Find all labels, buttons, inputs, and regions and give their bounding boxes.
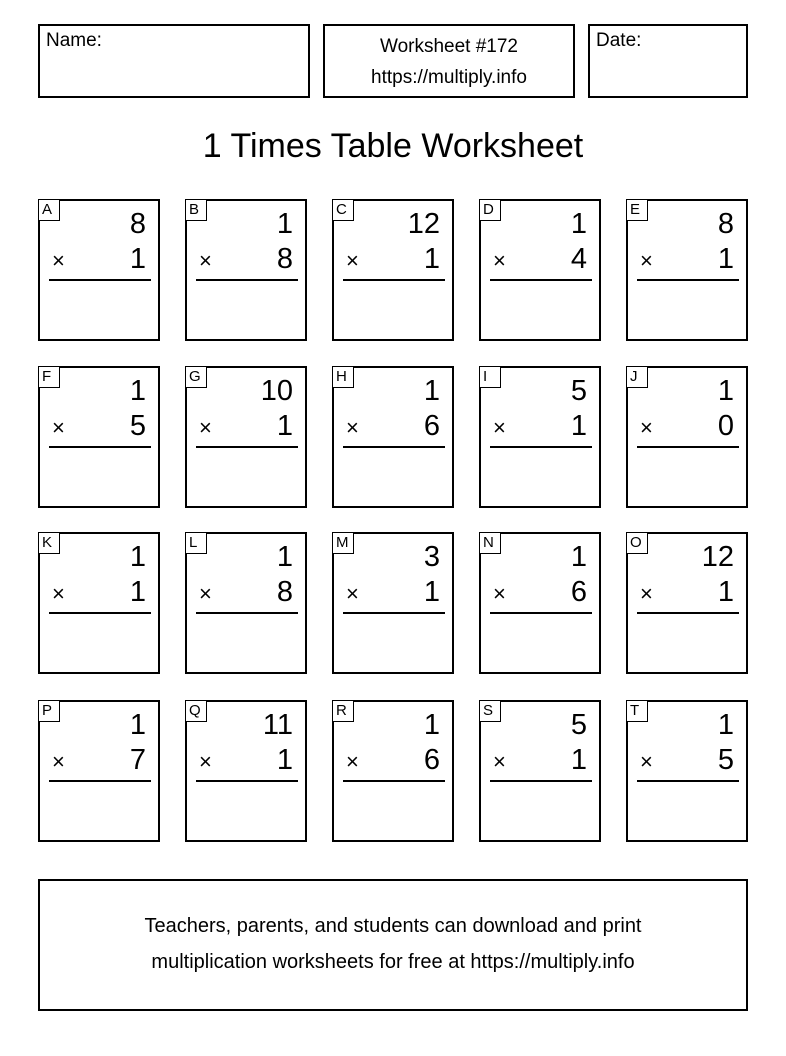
problem-card — [185, 366, 307, 508]
problem-card — [38, 199, 160, 341]
problem-label: C — [332, 199, 354, 221]
multiplier: 5 — [129, 410, 146, 442]
times-icon: × — [346, 581, 359, 606]
multiplicand: 1 — [129, 375, 146, 407]
problem-card — [479, 532, 601, 674]
problem-label: E — [626, 199, 648, 221]
answer-line — [637, 279, 739, 281]
problem-label: J — [626, 366, 648, 388]
times-icon: × — [493, 248, 506, 273]
answer-line — [343, 780, 445, 782]
problem-label: K — [38, 532, 60, 554]
worksheet-number: Worksheet #172 — [379, 36, 518, 57]
multiplier: 1 — [129, 243, 146, 275]
times-icon: × — [493, 415, 506, 440]
times-icon: × — [52, 415, 65, 440]
answer-line — [49, 279, 151, 281]
multiplicand: 1 — [423, 375, 440, 407]
problem-label: A — [38, 199, 60, 221]
answer-line — [637, 612, 739, 614]
footer-box — [38, 879, 748, 1011]
problem-label: Q — [185, 700, 207, 722]
multiplier: 6 — [423, 744, 440, 776]
problem-label: F — [38, 366, 60, 388]
problem-card — [626, 199, 748, 341]
problem-label: D — [479, 199, 501, 221]
times-icon: × — [493, 581, 506, 606]
multiplicand: 1 — [276, 208, 293, 240]
answer-line — [49, 780, 151, 782]
problem-card — [185, 700, 307, 842]
answer-line — [490, 446, 592, 448]
multiplicand: 5 — [570, 709, 587, 741]
multiplier: 4 — [570, 243, 587, 275]
times-icon: × — [346, 749, 359, 774]
answer-line — [196, 279, 298, 281]
multiplicand: 5 — [570, 375, 587, 407]
multiplicand: 1 — [423, 709, 440, 741]
times-icon: × — [640, 415, 653, 440]
multiplicand: 1 — [129, 709, 146, 741]
multiplier: 6 — [423, 410, 440, 442]
problem-card — [185, 532, 307, 674]
multiplicand: 1 — [570, 208, 587, 240]
problem-card — [479, 199, 601, 341]
multiplier: 1 — [276, 410, 293, 442]
date-label: Date: — [596, 30, 642, 51]
times-icon: × — [493, 749, 506, 774]
multiplier: 7 — [129, 744, 146, 776]
times-icon: × — [346, 248, 359, 273]
multiplier: 1 — [570, 744, 587, 776]
times-icon: × — [199, 248, 212, 273]
times-icon: × — [52, 248, 65, 273]
answer-line — [343, 612, 445, 614]
problem-label: B — [185, 199, 207, 221]
multiplier: 1 — [570, 410, 587, 442]
answer-line — [196, 446, 298, 448]
answer-line — [196, 780, 298, 782]
problem-label: T — [626, 700, 648, 722]
multiplier: 0 — [717, 410, 734, 442]
problem-card — [479, 366, 601, 508]
problem-card — [332, 700, 454, 842]
problem-card — [38, 700, 160, 842]
multiplicand: 1 — [717, 709, 734, 741]
multiplicand: 1 — [276, 541, 293, 573]
problem-label: R — [332, 700, 354, 722]
multiplicand: 8 — [717, 208, 734, 240]
multiplier: 1 — [423, 576, 440, 608]
problem-label: H — [332, 366, 354, 388]
problem-card — [626, 700, 748, 842]
multiplier: 1 — [423, 243, 440, 275]
problem-card — [332, 532, 454, 674]
answer-line — [49, 446, 151, 448]
problem-card — [185, 199, 307, 341]
multiplicand: 12 — [701, 541, 734, 573]
problem-card — [332, 366, 454, 508]
multiplicand: 8 — [129, 208, 146, 240]
name-box — [38, 24, 310, 98]
answer-line — [196, 612, 298, 614]
times-icon: × — [52, 749, 65, 774]
problem-card — [38, 532, 160, 674]
answer-line — [490, 780, 592, 782]
multiplicand: 10 — [260, 375, 293, 407]
problem-label: O — [626, 532, 648, 554]
answer-line — [637, 780, 739, 782]
times-icon: × — [52, 581, 65, 606]
problem-card — [38, 366, 160, 508]
multiplicand: 12 — [407, 208, 440, 240]
answer-line — [343, 279, 445, 281]
times-icon: × — [199, 749, 212, 774]
multiplier: 1 — [129, 576, 146, 608]
worksheet-info-box — [323, 24, 575, 98]
times-icon: × — [640, 581, 653, 606]
multiplicand: 1 — [717, 375, 734, 407]
name-label: Name: — [46, 30, 102, 51]
times-icon: × — [640, 248, 653, 273]
answer-line — [343, 446, 445, 448]
multiplier: 6 — [570, 576, 587, 608]
footer-text-line2: multiplication worksheets for free at https://multiply.info — [151, 951, 635, 973]
times-icon: × — [346, 415, 359, 440]
multiplier: 1 — [717, 243, 734, 275]
multiplier: 8 — [276, 243, 293, 275]
multiplier: 8 — [276, 576, 293, 608]
date-box — [588, 24, 748, 98]
footer-text-line1: Teachers, parents, and students can download and print — [144, 915, 642, 937]
problem-card — [626, 532, 748, 674]
multiplicand: 1 — [129, 541, 146, 573]
problem-label: I — [479, 366, 501, 388]
times-icon: × — [640, 749, 653, 774]
times-icon: × — [199, 581, 212, 606]
problem-label: L — [185, 532, 207, 554]
problem-card — [332, 199, 454, 341]
times-icon: × — [199, 415, 212, 440]
page-title: 1 Times Table Worksheet — [202, 127, 584, 165]
multiplier: 5 — [717, 744, 734, 776]
answer-line — [490, 279, 592, 281]
problem-label: N — [479, 532, 501, 554]
answer-line — [637, 446, 739, 448]
problem-label: S — [479, 700, 501, 722]
problem-card — [626, 366, 748, 508]
problem-label: P — [38, 700, 60, 722]
multiplicand: 3 — [423, 541, 440, 573]
multiplier: 1 — [276, 744, 293, 776]
problem-card — [479, 700, 601, 842]
problem-label: G — [185, 366, 207, 388]
multiplier: 1 — [717, 576, 734, 608]
answer-line — [490, 612, 592, 614]
worksheet-url: https://multiply.info — [371, 67, 527, 88]
multiplicand: 1 — [570, 541, 587, 573]
answer-line — [49, 612, 151, 614]
multiplicand: 11 — [262, 709, 293, 741]
problem-label: M — [332, 532, 354, 554]
